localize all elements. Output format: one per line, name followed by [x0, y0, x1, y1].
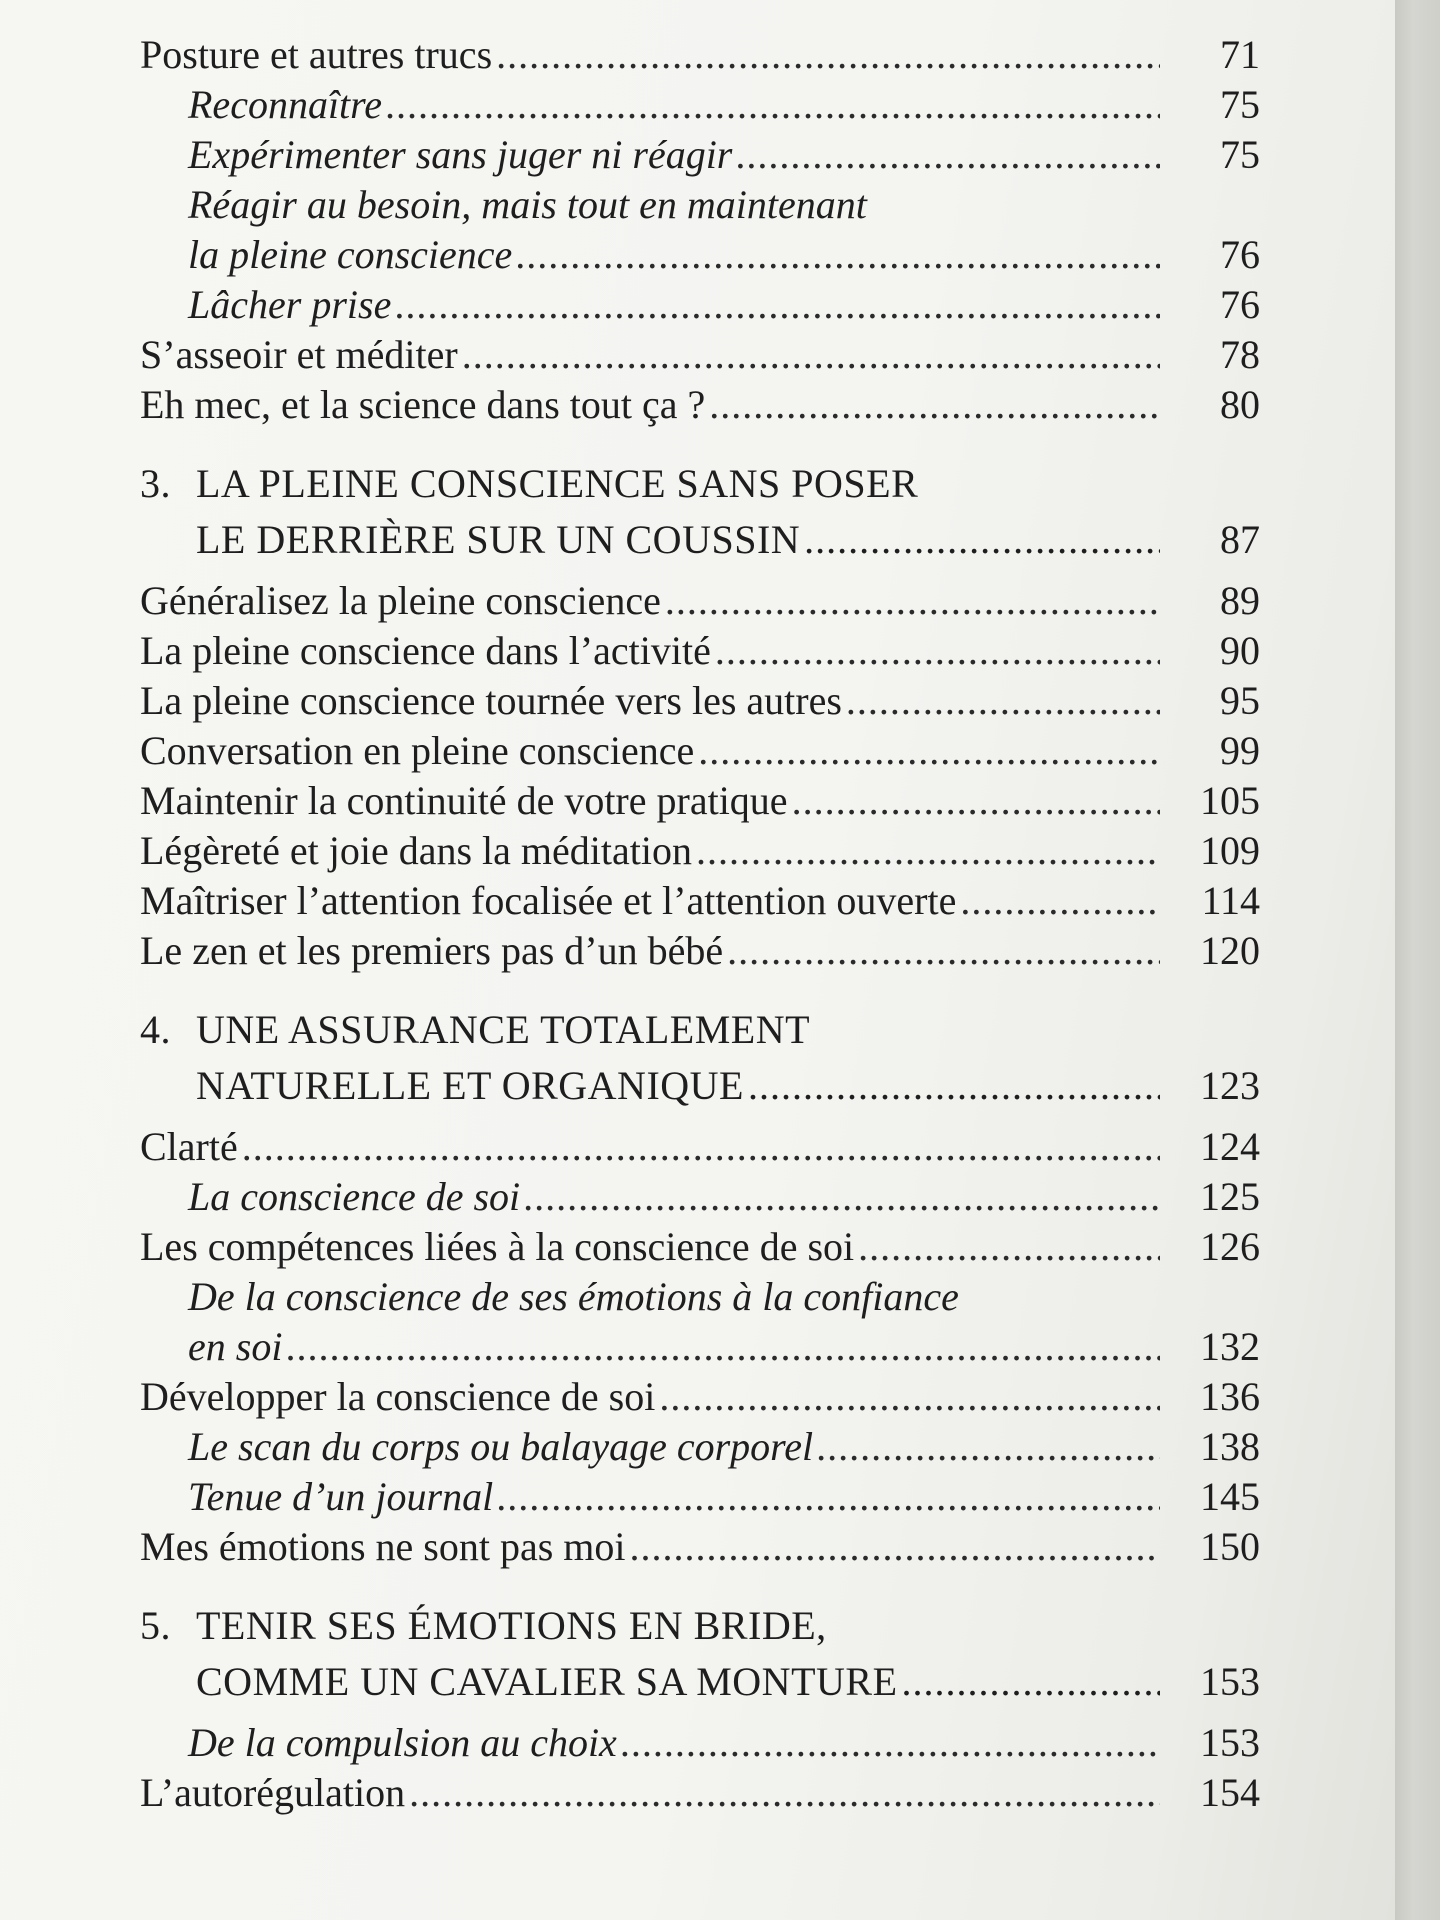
toc-entry [140, 1372, 1260, 1422]
chapter-title-line1: UNE ASSURANCE TOTALEMENT [196, 1007, 811, 1052]
toc-entry-page: 153 [1200, 1720, 1260, 1765]
toc-subentry-line [140, 1272, 1260, 1322]
dot-leader [748, 1058, 1160, 1114]
toc-subentry [140, 1322, 1260, 1372]
chapter-title-line2: NATURELLE ET ORGANIQUE [196, 1063, 744, 1108]
toc-entry-page: 114 [1201, 878, 1260, 923]
toc-entry-title: Les compétences liées à la conscience de soi [140, 1224, 855, 1269]
toc-entry-title: Le scan du corps ou balayage corporel [188, 1424, 814, 1469]
dot-leader [698, 726, 1160, 776]
toc-entry-title: Clarté [140, 1124, 238, 1169]
toc-entry [140, 330, 1260, 380]
chapter-title-line2: LE DERRIÈRE SUR UN COUSSIN [196, 517, 801, 562]
toc-subentry [140, 1422, 1260, 1472]
dot-leader [804, 512, 1160, 568]
dot-leader [497, 1472, 1160, 1522]
toc-entry-title: L’autorégulation [140, 1770, 406, 1815]
toc-entry-page: 95 [1220, 678, 1260, 723]
toc-entry-title: Généralisez la pleine conscience [140, 578, 661, 623]
toc-entry-page: 136 [1200, 1374, 1260, 1419]
toc-entry-page: 89 [1220, 578, 1260, 623]
toc-entry-page: 105 [1200, 778, 1260, 823]
toc-entry-page: 154 [1200, 1770, 1260, 1815]
toc-entry-title: Maîtriser l’attention focalisée et l’attention ouverte [140, 878, 957, 923]
chapter-page: 153 [1200, 1659, 1260, 1704]
chapter-page: 87 [1220, 517, 1260, 562]
chapter-title-line1: LA PLEINE CONSCIENCE SANS POSER [196, 461, 919, 506]
dot-leader [696, 826, 1160, 876]
dot-leader [792, 776, 1160, 826]
page-edge [1395, 0, 1440, 1920]
toc-entry-page: 145 [1200, 1474, 1260, 1519]
toc-entry-page: 125 [1200, 1174, 1260, 1219]
chapter-heading-last-line [140, 512, 1260, 568]
toc-entry-title: Tenue d’un journal [188, 1474, 494, 1519]
toc-entry [140, 926, 1260, 976]
chapter-title-line2: COMME UN CAVALIER SA MONTURE [196, 1659, 898, 1704]
toc-entry-title: De la compulsion au choix [188, 1720, 617, 1765]
dot-leader [665, 576, 1160, 626]
chapter-title-line1: TENIR SES ÉMOTIONS EN BRIDE, [196, 1603, 827, 1648]
toc-subentry [140, 280, 1260, 330]
chapter-heading [140, 456, 1260, 512]
toc-entry-title: Eh mec, et la science dans tout ça ? [140, 382, 706, 427]
toc-entry-title: Développer la conscience de soi [140, 1374, 656, 1419]
dot-leader [858, 1222, 1160, 1272]
toc-entry-title: Légèreté et joie dans la méditation [140, 828, 692, 873]
dot-leader [846, 676, 1160, 726]
toc-entry-title: Expérimenter sans juger ni réagir [188, 132, 733, 177]
toc-entry [140, 1122, 1260, 1172]
toc-entry-title: La conscience de soi [188, 1174, 521, 1219]
toc-entry [140, 726, 1260, 776]
toc-entry [140, 30, 1260, 80]
toc-entry-page: 132 [1200, 1324, 1260, 1369]
chapter-heading [140, 1598, 1260, 1654]
toc-entry-page: 76 [1220, 282, 1260, 327]
toc-entry-page: 120 [1200, 928, 1260, 973]
toc-entry-title: la pleine conscience [188, 232, 513, 277]
toc-entry-title: Posture et autres trucs [140, 32, 493, 77]
toc-subentry-line [140, 180, 1260, 230]
toc-subentry [140, 230, 1260, 280]
chapter-number: 3. [140, 461, 171, 506]
dot-leader [242, 1122, 1160, 1172]
toc-entry-page: 76 [1220, 232, 1260, 277]
dot-leader [524, 1172, 1160, 1222]
toc-entry-page: 75 [1220, 82, 1260, 127]
dot-leader [496, 30, 1160, 80]
toc-subentry [140, 1472, 1260, 1522]
toc-entry-title: Reconnaître [188, 82, 383, 127]
toc-entry-title: Réagir au besoin, mais tout en maintenant [188, 182, 867, 227]
toc-entry-page: 126 [1200, 1224, 1260, 1269]
toc-entry-title: La pleine conscience tournée vers les autres [140, 678, 842, 723]
dot-leader [715, 626, 1160, 676]
dot-leader [286, 1322, 1160, 1372]
toc-entry-title: De la conscience de ses émotions à la confiance [188, 1274, 959, 1319]
toc-entry-title: Lâcher prise [188, 282, 392, 327]
toc-entry-page: 80 [1220, 382, 1260, 427]
toc-entry-title: La pleine conscience dans l’activité [140, 628, 711, 673]
dot-leader [817, 1422, 1160, 1472]
toc-entry-title: Maintenir la continuité de votre pratique [140, 778, 788, 823]
dot-leader [395, 280, 1160, 330]
toc-entry [140, 626, 1260, 676]
dot-leader [621, 1718, 1160, 1768]
toc-entry-title: Le zen et les premiers pas d’un bébé [140, 928, 724, 973]
toc-entry-page: 99 [1220, 728, 1260, 773]
dot-leader [516, 230, 1160, 280]
toc-entry-page: 109 [1200, 828, 1260, 873]
chapter-page: 123 [1200, 1063, 1260, 1108]
toc-entry-page: 78 [1220, 332, 1260, 377]
chapter-number: 5. [140, 1603, 171, 1648]
toc-subentry [140, 1172, 1260, 1222]
toc-entry [140, 1222, 1260, 1272]
dot-leader [736, 130, 1160, 180]
toc-entry-title: S’asseoir et méditer [140, 332, 458, 377]
toc-subentry [140, 1718, 1260, 1768]
toc-subentry [140, 80, 1260, 130]
dot-leader [709, 380, 1160, 430]
chapter-heading-last-line [140, 1058, 1260, 1114]
dot-leader [902, 1654, 1161, 1710]
toc-entry [140, 576, 1260, 626]
toc-entry-page: 75 [1220, 132, 1260, 177]
dot-leader [409, 1768, 1160, 1818]
toc-subentry [140, 130, 1260, 180]
chapter-number: 4. [140, 1007, 171, 1052]
toc-entry [140, 1522, 1260, 1572]
dot-leader [462, 330, 1160, 380]
chapter-heading-last-line [140, 1654, 1260, 1710]
toc-entry-page: 90 [1220, 628, 1260, 673]
toc-entry-page: 150 [1200, 1524, 1260, 1569]
dot-leader [630, 1522, 1160, 1572]
dot-leader [960, 876, 1160, 926]
toc-entry [140, 776, 1260, 826]
toc-entry-page: 71 [1220, 32, 1260, 77]
chapter-heading [140, 1002, 1260, 1058]
toc-entry [140, 826, 1260, 876]
dot-leader [386, 80, 1160, 130]
toc-entry [140, 380, 1260, 430]
toc-entry-title: en soi [188, 1324, 283, 1369]
toc-entry-title: Mes émotions ne sont pas moi [140, 1524, 626, 1569]
toc-entry-page: 138 [1200, 1424, 1260, 1469]
toc-entry [140, 876, 1260, 926]
dot-leader [727, 926, 1160, 976]
table-of-contents [140, 30, 1260, 1818]
dot-leader [659, 1372, 1160, 1422]
toc-entry-page: 124 [1200, 1124, 1260, 1169]
toc-entry [140, 1768, 1260, 1818]
toc-entry [140, 676, 1260, 726]
toc-entry-title: Conversation en pleine conscience [140, 728, 695, 773]
